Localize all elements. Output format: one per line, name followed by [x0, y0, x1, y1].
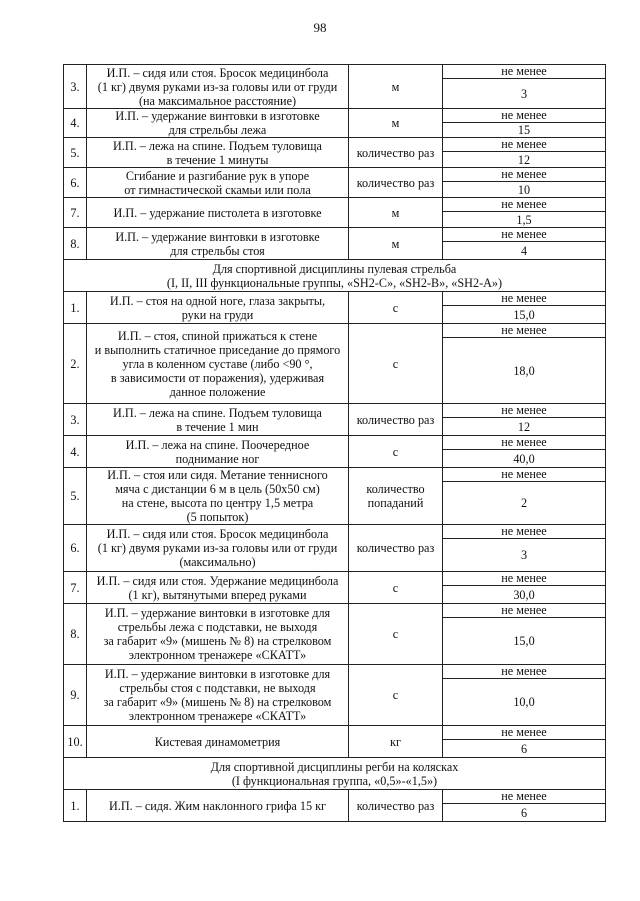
- unit-of-measure: с: [349, 324, 443, 404]
- table-row: [64, 525, 606, 539]
- test-description-line: (1 кг) двумя руками из-за головы или от груди: [97, 79, 338, 94]
- norm-value: 10: [443, 182, 606, 198]
- test-description: [87, 292, 349, 324]
- test-description-line: И.П. – удержание винтовки в изготовке: [115, 109, 320, 123]
- norms-table-body: [64, 65, 606, 822]
- table-row: [64, 228, 606, 242]
- table-row: [64, 109, 606, 123]
- norm-value: 12: [443, 152, 606, 168]
- test-description-line: стрельбы стоя с подставки, не выходя: [119, 681, 316, 695]
- unit-of-measure: м: [349, 228, 443, 260]
- test-description-line: электронном тренажере «СКАТТ»: [128, 648, 307, 662]
- norm-value: 15: [443, 123, 606, 138]
- test-description-line: И.П. – удержание винтовки в изготовке: [115, 229, 320, 244]
- norm-value: 1,5: [443, 212, 606, 228]
- test-description: [87, 168, 349, 198]
- test-description-line: электронном тренажере «СКАТТ»: [128, 709, 307, 723]
- test-description-line: И.П. – удержание пистолета в изготовке: [113, 205, 322, 220]
- test-description-line: (5 попыток): [186, 510, 249, 524]
- item-number: 8.: [64, 604, 87, 665]
- test-description-line: в течение 1 мин: [176, 419, 259, 434]
- test-description: [87, 468, 349, 525]
- test-description-line: руки на груди: [181, 307, 254, 322]
- item-number: 1.: [64, 292, 87, 324]
- section-heading-row: [64, 260, 606, 292]
- section-heading-line: (I функциональная группа, «0,5»-«1,5»): [231, 773, 438, 788]
- norm-value: 2: [443, 482, 606, 525]
- unit-of-measure: количество раз: [349, 790, 443, 822]
- item-number: 1.: [64, 790, 87, 822]
- unit-of-measure: количество раз: [349, 168, 443, 198]
- test-description: [87, 228, 349, 260]
- item-number: 6.: [64, 168, 87, 198]
- test-description-line: мяча с дистанции 6 м в цель (50х50 см): [115, 482, 320, 496]
- item-number: 5.: [64, 468, 87, 525]
- norm-value: 18,0: [443, 338, 606, 404]
- qualifier-label: не менее: [443, 525, 606, 539]
- test-description-line: И.П. – сидя. Жим наклонного грифа 15 кг: [108, 798, 327, 813]
- test-description: [87, 525, 349, 572]
- norm-value: 40,0: [443, 450, 606, 468]
- unit-of-measure: с: [349, 604, 443, 665]
- item-number: 3.: [64, 404, 87, 436]
- qualifier-label: не менее: [443, 324, 606, 338]
- test-description-line: И.П. – лежа на спине. Поочередное: [125, 437, 310, 452]
- qualifier-label: не менее: [443, 790, 606, 804]
- qualifier-label: не менее: [443, 198, 606, 212]
- unit-of-measure: с: [349, 665, 443, 726]
- test-description-line: Сгибание и разгибание рук в упоре: [125, 168, 310, 183]
- qualifier-label: не менее: [443, 436, 606, 450]
- unit-of-measure: м: [349, 198, 443, 228]
- norm-value: 15,0: [443, 618, 606, 665]
- unit-of-measure: кг: [349, 726, 443, 758]
- test-description-line: для стрельбы стоя: [170, 243, 265, 258]
- test-description-line: в течение 1 минуты: [166, 152, 269, 167]
- item-number: 7.: [64, 572, 87, 604]
- unit-of-measure: с: [349, 436, 443, 468]
- item-number: 4.: [64, 109, 87, 138]
- qualifier-label: не менее: [443, 404, 606, 418]
- qualifier-label: не менее: [443, 292, 606, 306]
- qualifier-label: не менее: [443, 138, 606, 152]
- norm-value: 6: [443, 740, 606, 758]
- table-row: [64, 168, 606, 182]
- qualifier-label: не менее: [443, 168, 606, 182]
- unit-of-measure: м: [349, 109, 443, 138]
- test-description-line: И.П. – сидя или стоя. Бросок медицинбола: [106, 527, 329, 541]
- norm-value: 15,0: [443, 306, 606, 324]
- item-number: 6.: [64, 525, 87, 572]
- test-description-line: И.П. – сидя или стоя. Удержание медицинбола: [96, 573, 339, 588]
- test-description: [87, 572, 349, 604]
- table-row: [64, 790, 606, 804]
- item-number: 3.: [64, 65, 87, 109]
- test-description-line: И.П. – удержание винтовки в изготовке для: [104, 667, 331, 681]
- test-description-line: за габарит «9» (мишень № 8) на стрелковом: [103, 634, 332, 648]
- unit-of-measure: м: [349, 65, 443, 109]
- section-heading-line: Для спортивной дисциплины пулевая стрельба: [212, 261, 457, 276]
- section-heading-line: Для спортивной дисциплины регби на колясках: [210, 759, 459, 774]
- norm-value: 12: [443, 418, 606, 436]
- test-description-line: И.П. – стоя на одной ноге, глаза закрыты,: [109, 293, 326, 308]
- page-number: 98: [313, 20, 327, 35]
- item-number: 10.: [64, 726, 87, 758]
- test-description-line: И.П. – удержание винтовки в изготовке для: [104, 606, 331, 620]
- test-description: [87, 109, 349, 138]
- test-description-line: данное положение: [169, 384, 266, 399]
- table-row: [64, 65, 606, 79]
- test-description-line: за габарит «9» (мишень № 8) на стрелковом: [103, 695, 332, 709]
- unit-of-measure: с: [349, 292, 443, 324]
- test-description-line: И.П. – лежа на спине. Подъем туловища: [113, 138, 322, 153]
- test-description-line: И.П. – лежа на спине. Подъем туловища: [113, 405, 322, 420]
- item-number: 9.: [64, 665, 87, 726]
- qualifier-label: не менее: [443, 572, 606, 586]
- table-row: [64, 292, 606, 306]
- test-description-line: И.П. – стоя, спиной прижаться к стене: [117, 328, 318, 343]
- test-description-line: Кистевая динамометрия: [154, 734, 281, 749]
- qualifier-label: не менее: [443, 726, 606, 740]
- unit-of-measure: с: [349, 572, 443, 604]
- item-number: 5.: [64, 138, 87, 168]
- test-description-line: и выполнить статичное приседание до прямого: [94, 342, 341, 357]
- qualifier-label: не менее: [443, 665, 606, 679]
- table-row: [64, 665, 606, 679]
- qualifier-label: не менее: [443, 468, 606, 482]
- norm-value: 6: [443, 804, 606, 822]
- norms-table: [63, 64, 606, 822]
- qualifier-label: не менее: [443, 604, 606, 618]
- table-row: [64, 404, 606, 418]
- test-description-line: для стрельбы лежа: [168, 123, 267, 137]
- test-description-line: от гимнастической скамьи или пола: [124, 182, 311, 197]
- table-row: [64, 604, 606, 618]
- test-description: [87, 604, 349, 665]
- item-number: 8.: [64, 228, 87, 260]
- section-heading-row: [64, 758, 606, 790]
- item-number: 7.: [64, 198, 87, 228]
- test-description: [87, 138, 349, 168]
- test-description-line: на стене, высота по центру 1,5 метра: [121, 496, 314, 510]
- test-description-line: (1 кг) двумя руками из-за головы или от груди: [97, 541, 338, 555]
- unit-of-measure: количество раз: [349, 138, 443, 168]
- table-row: [64, 572, 606, 586]
- test-description: [87, 726, 349, 758]
- test-description-line: стрельбы лежа с подставки, не выходя: [117, 620, 318, 634]
- test-description-line: (1 кг), вытянутыми вперед руками: [128, 587, 307, 602]
- test-description-line: поднимание ног: [175, 451, 260, 466]
- item-number: 2.: [64, 324, 87, 404]
- unit-of-measure: количество попаданий: [349, 468, 443, 525]
- norm-value: 10,0: [443, 679, 606, 726]
- section-heading: [64, 758, 606, 790]
- test-description-line: угла в коленном суставе (либо <90 °,: [122, 356, 313, 371]
- test-description: [87, 436, 349, 468]
- section-heading-line: (I, II, III функциональные группы, «SH2-C», «SH2-B», «SH2-A»): [166, 275, 503, 290]
- test-description: [87, 790, 349, 822]
- norm-value: 4: [443, 242, 606, 260]
- norm-value: 3: [443, 79, 606, 109]
- qualifier-label: не менее: [443, 109, 606, 123]
- table-row: [64, 726, 606, 740]
- qualifier-label: не менее: [443, 228, 606, 242]
- item-number: 4.: [64, 436, 87, 468]
- table-row: [64, 198, 606, 212]
- test-description-line: И.П. – сидя или стоя. Бросок медицинбола: [106, 65, 329, 80]
- table-row: [64, 468, 606, 482]
- unit-of-measure: количество раз: [349, 404, 443, 436]
- test-description: [87, 65, 349, 109]
- test-description-line: И.П. – стоя или сидя. Метание теннисного: [107, 468, 328, 482]
- test-description: [87, 665, 349, 726]
- test-description-line: в зависимости от поражения), удерживая: [110, 370, 325, 385]
- norm-value: 30,0: [443, 586, 606, 604]
- test-description-line: (максимально): [179, 555, 256, 569]
- test-description-line: (на максимальное расстояние): [138, 93, 297, 108]
- unit-of-measure: количество раз: [349, 525, 443, 572]
- table-row: [64, 324, 606, 338]
- section-heading: [64, 260, 606, 292]
- test-description: [87, 404, 349, 436]
- qualifier-label: не менее: [443, 65, 606, 79]
- test-description: [87, 198, 349, 228]
- table-row: [64, 436, 606, 450]
- norm-value: 3: [443, 539, 606, 572]
- test-description: [87, 324, 349, 404]
- table-row: [64, 138, 606, 152]
